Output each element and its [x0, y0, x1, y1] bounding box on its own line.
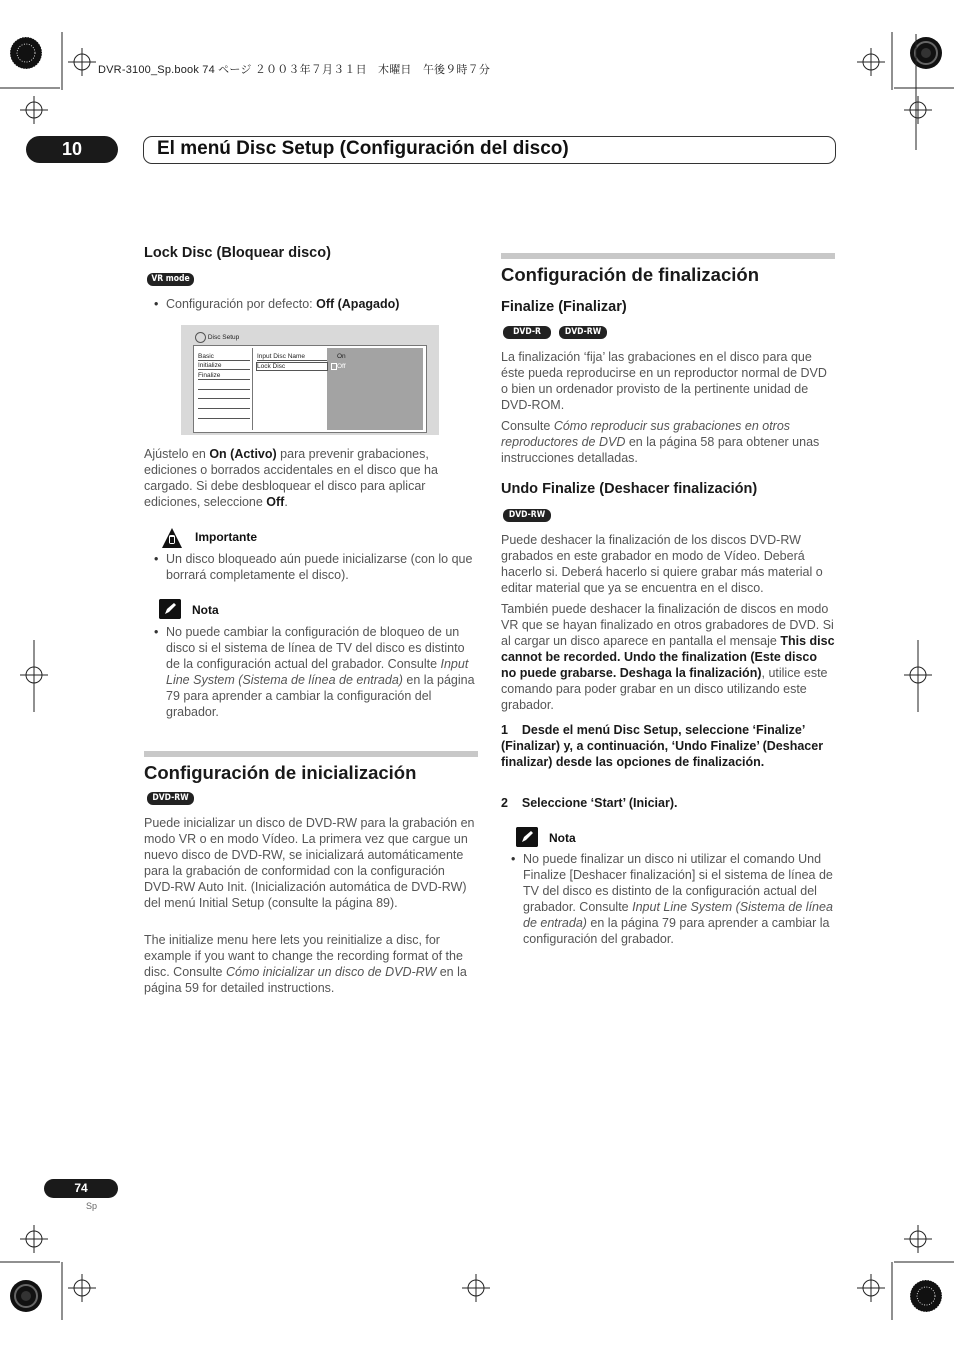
menu-divider: [198, 389, 250, 390]
note-pencil-icon: [516, 827, 538, 847]
print-header: DVR-3100_Sp.book 74 ページ ２００３年７月３１日 木曜日 午後９時７分: [98, 64, 491, 76]
nota-bullet: • No puede finalizar un disco ni utilizar el comando Und Finalize [Deshacer finalización] si el sistema de línea de TV del disco es distinto de la configuración actual del grabador. Consulte Input Line System (Sistema de línea de entrada) en la página 79 para aprender a cambiar la configuración del grabador.: [511, 852, 833, 946]
section-rule: [144, 751, 478, 757]
final-heading: Configuración de finalización: [501, 264, 759, 285]
menu-divider: [198, 398, 250, 399]
default-setting: • Configuración por defecto: Off (Apagado): [154, 297, 400, 311]
finalize-paragraph-2: Consulte Cómo reproducir sus grabaciones en otros reproductores de DVD en la página 58 para obtener unas instrucciones detalladas.: [501, 419, 820, 465]
dvd-rw-tag: DVD-RW: [147, 792, 194, 805]
registration-wheel-icon: [10, 37, 42, 69]
disc-setup-screen-title: Disc Setup: [195, 332, 239, 343]
lock-disc-paragraph: Ajústelo en On (Activo) para prevenir grabaciones, ediciones o borrados accidentales en el disco que ha cargado. Si debe desbloquear el disco para aplicar ediciones, seleccione Off.: [144, 447, 438, 509]
warning-icon: [161, 527, 183, 549]
chapter-number: 10: [26, 136, 118, 163]
option-off[interactable]: Off: [331, 363, 346, 370]
nota-bullet: • No puede cambiar la configuración de bloqueo de un disco si el sistema de línea de TV del disco es distinto de la configuración actual del grabador. Consulte Input Line System (Sistema de línea de entrada) en la página 79 para aprender a cambiar la configuración del grabador.: [154, 625, 475, 719]
vr-mode-tag: VR mode: [147, 273, 194, 286]
registration-wheel-icon: [910, 1280, 942, 1312]
importante-label: Importante: [195, 530, 258, 544]
undo-paragraph-1: Puede deshacer la finalización de los discos DVD-RW grabados en este grabador en modo de Vídeo. Deberá hacerlo si. Deberá hacerlo si quiere grabar más material o editar material que ya se encuentra en el disco.: [501, 533, 823, 595]
dvd-rw-tag: DVD-RW: [559, 326, 607, 339]
init-heading: Configuración de inicialización: [144, 762, 417, 783]
option-on[interactable]: On: [337, 353, 346, 360]
lock-disc-heading: Lock Disc (Bloquear disco): [144, 245, 331, 261]
undo-finalize-subheading: Undo Finalize (Deshacer finalización): [501, 481, 758, 497]
lock-disc-item[interactable]: Lock Disc: [256, 362, 328, 371]
input-disc-name-item[interactable]: Input Disc Name: [257, 353, 327, 361]
page-number: 74: [44, 1179, 118, 1198]
column-divider: [252, 348, 253, 430]
nota-label: Nota: [192, 603, 219, 617]
section-rule: [501, 253, 835, 259]
disc-setup-options-panel: [327, 348, 423, 430]
dvd-rw-tag: DVD-RW: [503, 509, 551, 522]
menu-item-initialize[interactable]: Initialize: [198, 362, 250, 370]
language-code: Sp: [86, 1201, 98, 1211]
finalize-subheading: Finalize (Finalizar): [501, 299, 627, 315]
menu-divider: [198, 408, 250, 409]
note-pencil-icon: [159, 599, 181, 619]
dvd-r-tag: DVD-R: [503, 326, 551, 339]
init-paragraph-2: The initialize menu here lets you reinitialize a disc, for example if you want to change the recording format of the disc. Consulte Cómo inicializar un disco de DVD-RW en la página 59 for detailed instructions.: [144, 933, 467, 995]
step-2: 2 Seleccione ‘Start’ (Iniciar).: [501, 796, 678, 810]
undo-paragraph-2: También puede deshacer la finalización de discos en modo VR que se hayan finalizado en otros grabadores de DVD. Si al cargar un disco aparece en pantalla el mensaje This disc cannot be recorded. Undo the finalization (Este disco no puede grabarse. Deshaga la finalización), utilice este comando para poder grabar en un disco utilizando este grabador.: [501, 602, 835, 712]
finalize-paragraph-1: La finalización ‘fija’ las grabaciones en el disco para que éste pueda reproducirse en un reproductor normal de DVD o bien un ordenador provisto de la pertinente unidad de DVD-ROM.: [501, 350, 827, 412]
nota-label: Nota: [549, 831, 576, 845]
step-1: 1 Desde el menú Disc Setup, seleccione ‘Finalize’ (Finalizar) y, a continuación, ‘Undo Finalize’ (Deshacer finalizar) desde las opciones de finalización.: [501, 723, 824, 769]
chapter-title: El menú Disc Setup (Configuración del disco): [157, 138, 569, 159]
menu-item-finalize[interactable]: Finalize: [198, 372, 250, 380]
disc-icon: [195, 332, 206, 343]
registration-wheel-icon: [10, 1280, 42, 1312]
init-paragraph-1: Puede inicializar un disco de DVD-RW para la grabación en modo VR o en modo Vídeo. La primera vez que cargue un nuevo disco de DVD-RW, se inicializará automáticamente para la grabación de conformidad con la configuración DVD-RW Auto Init. (Inicialización automática de DVD-RW) del menú Initial Setup (consulte la página 89).: [144, 816, 475, 910]
menu-divider: [198, 418, 250, 419]
registration-wheel-icon: [910, 37, 942, 69]
menu-item-basic[interactable]: Basic: [198, 353, 250, 361]
importante-bullet: • Un disco bloqueado aún puede inicializarse (con lo que borrará completamente el disco).: [154, 552, 473, 582]
